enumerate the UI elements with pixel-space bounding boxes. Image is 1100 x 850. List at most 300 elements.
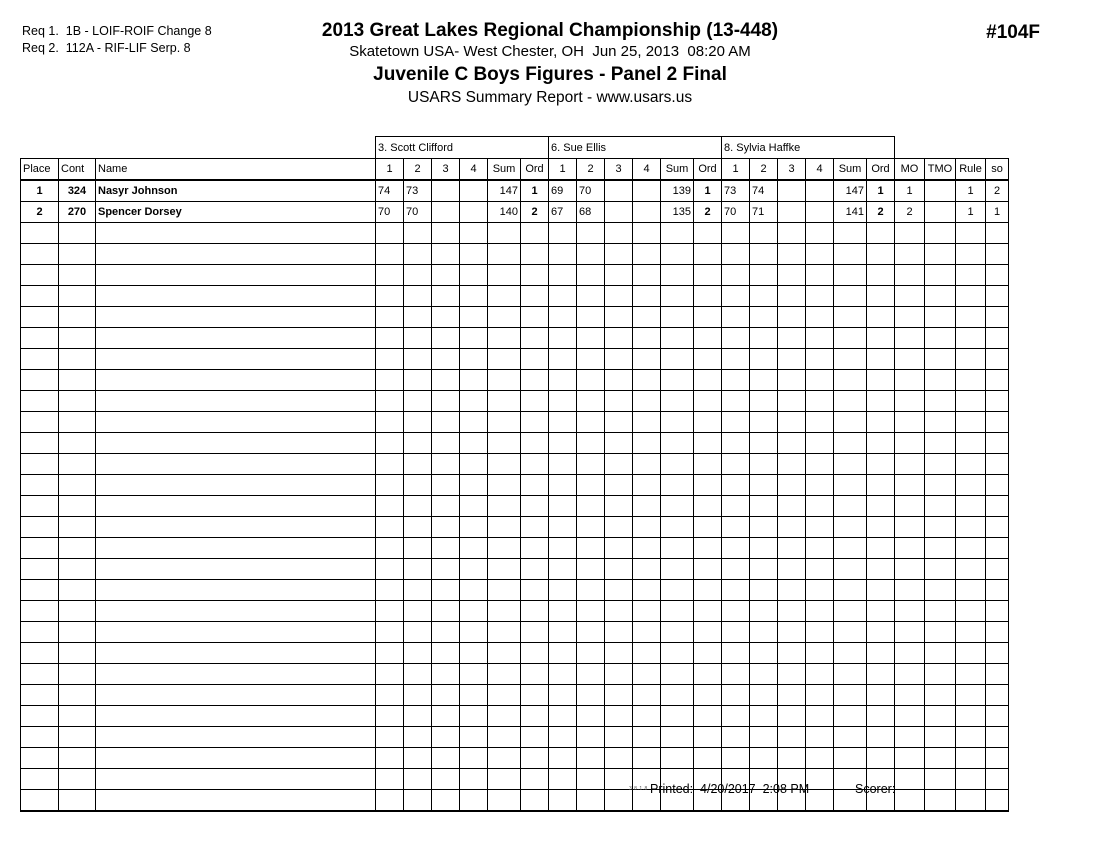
empty-cell <box>925 643 956 664</box>
empty-cell <box>661 601 694 622</box>
empty-cell <box>577 790 605 812</box>
empty-cell <box>605 580 633 601</box>
empty-cell <box>806 370 834 391</box>
empty-row <box>21 685 1009 706</box>
empty-cell <box>806 685 834 706</box>
empty-cell <box>404 223 432 244</box>
score-cell <box>806 180 834 202</box>
empty-cell <box>21 433 59 454</box>
empty-cell <box>778 664 806 685</box>
empty-cell <box>404 664 432 685</box>
empty-cell <box>895 580 925 601</box>
empty-cell <box>432 475 460 496</box>
empty-cell <box>404 307 432 328</box>
empty-cell <box>834 664 867 685</box>
empty-cell <box>834 349 867 370</box>
empty-cell <box>661 454 694 475</box>
header-j1-sum: Sum <box>488 159 521 181</box>
empty-cell <box>986 244 1009 265</box>
empty-cell <box>834 307 867 328</box>
empty-row <box>21 244 1009 265</box>
empty-cell <box>432 580 460 601</box>
table-row <box>21 202 1009 223</box>
empty-row <box>21 538 1009 559</box>
score-cell <box>460 180 488 202</box>
empty-cell <box>521 769 549 790</box>
empty-cell <box>750 685 778 706</box>
empty-cell <box>694 748 722 769</box>
empty-cell <box>778 538 806 559</box>
empty-cell <box>605 391 633 412</box>
header-place: Place <box>21 159 59 181</box>
empty-cell <box>21 769 59 790</box>
empty-row <box>21 286 1009 307</box>
empty-cell <box>21 601 59 622</box>
empty-cell <box>867 265 895 286</box>
empty-cell <box>432 244 460 265</box>
empty-cell <box>694 727 722 748</box>
empty-cell <box>549 286 577 307</box>
empty-cell <box>59 370 96 391</box>
empty-cell <box>806 538 834 559</box>
empty-cell <box>925 244 956 265</box>
empty-cell <box>432 349 460 370</box>
empty-cell <box>96 328 376 349</box>
so-cell: 2 <box>986 180 1009 202</box>
empty-cell <box>694 286 722 307</box>
empty-cell <box>521 454 549 475</box>
empty-cell <box>21 538 59 559</box>
empty-cell <box>376 559 404 580</box>
empty-cell <box>488 580 521 601</box>
header-j2-ord: Ord <box>694 159 722 181</box>
empty-cell <box>895 727 925 748</box>
empty-cell <box>925 727 956 748</box>
empty-cell <box>21 580 59 601</box>
empty-cell <box>404 706 432 727</box>
header-j1-ord: Ord <box>521 159 549 181</box>
empty-cell <box>778 370 806 391</box>
empty-cell <box>806 643 834 664</box>
empty-cell <box>549 391 577 412</box>
mo-cell: 1 <box>895 180 925 202</box>
empty-cell <box>633 748 661 769</box>
empty-cell <box>96 391 376 412</box>
empty-cell <box>956 706 986 727</box>
empty-cell <box>605 412 633 433</box>
empty-cell <box>750 244 778 265</box>
score-cell <box>432 202 460 223</box>
empty-cell <box>21 727 59 748</box>
place-cell: 2 <box>21 202 59 223</box>
empty-cell <box>778 727 806 748</box>
empty-cell <box>521 706 549 727</box>
empty-cell <box>895 454 925 475</box>
scorer-label: Scorer: <box>855 782 896 796</box>
empty-cell <box>605 307 633 328</box>
empty-cell <box>376 496 404 517</box>
empty-cell <box>834 391 867 412</box>
empty-cell <box>521 601 549 622</box>
empty-cell <box>21 223 59 244</box>
empty-cell <box>778 391 806 412</box>
empty-cell <box>956 433 986 454</box>
so-cell: 1 <box>986 202 1009 223</box>
empty-cell <box>404 496 432 517</box>
empty-cell <box>605 286 633 307</box>
empty-cell <box>956 328 986 349</box>
empty-cell <box>956 223 986 244</box>
empty-cell <box>834 223 867 244</box>
cont-cell: 270 <box>59 202 96 223</box>
empty-cell <box>895 685 925 706</box>
empty-cell <box>661 244 694 265</box>
printed-timestamp: Printed: 4/20/2017 2:08 PM <box>650 782 810 796</box>
empty-cell <box>867 244 895 265</box>
empty-cell <box>661 748 694 769</box>
empty-cell <box>806 307 834 328</box>
empty-cell <box>986 601 1009 622</box>
empty-cell <box>432 748 460 769</box>
score-cell: 70 <box>404 202 432 223</box>
empty-cell <box>404 412 432 433</box>
empty-cell <box>21 328 59 349</box>
score-cell: 68 <box>577 202 605 223</box>
empty-cell <box>96 727 376 748</box>
ord-cell: 2 <box>521 202 549 223</box>
empty-cell <box>722 496 750 517</box>
empty-cell <box>549 244 577 265</box>
empty-cell <box>986 685 1009 706</box>
header-j3-1: 1 <box>722 159 750 181</box>
score-cell <box>778 202 806 223</box>
empty-cell <box>404 328 432 349</box>
empty-cell <box>661 706 694 727</box>
empty-cell <box>694 265 722 286</box>
empty-cell <box>986 706 1009 727</box>
empty-cell <box>778 223 806 244</box>
empty-cell <box>661 286 694 307</box>
empty-cell <box>956 349 986 370</box>
empty-cell <box>633 706 661 727</box>
empty-cell <box>956 559 986 580</box>
empty-cell <box>549 349 577 370</box>
empty-cell <box>460 223 488 244</box>
empty-cell <box>432 286 460 307</box>
empty-cell <box>59 580 96 601</box>
empty-cell <box>867 391 895 412</box>
empty-cell <box>577 391 605 412</box>
empty-cell <box>96 475 376 496</box>
empty-cell <box>986 412 1009 433</box>
empty-cell <box>521 622 549 643</box>
empty-cell <box>521 727 549 748</box>
empty-cell <box>404 244 432 265</box>
empty-cell <box>834 580 867 601</box>
empty-cell <box>986 286 1009 307</box>
empty-cell <box>778 580 806 601</box>
empty-cell <box>460 580 488 601</box>
empty-cell <box>549 433 577 454</box>
empty-cell <box>722 223 750 244</box>
sum-cell: 147 <box>834 180 867 202</box>
empty-cell <box>694 559 722 580</box>
empty-cell <box>549 601 577 622</box>
empty-cell <box>806 559 834 580</box>
empty-cell <box>925 601 956 622</box>
header-j2-sum: Sum <box>661 159 694 181</box>
empty-cell <box>549 664 577 685</box>
empty-cell <box>722 559 750 580</box>
empty-cell <box>778 601 806 622</box>
empty-cell <box>59 391 96 412</box>
empty-cell <box>21 475 59 496</box>
ord-cell: 1 <box>521 180 549 202</box>
empty-cell <box>633 559 661 580</box>
empty-cell <box>986 769 1009 790</box>
empty-row <box>21 622 1009 643</box>
score-cell <box>605 180 633 202</box>
empty-cell <box>694 643 722 664</box>
empty-cell <box>834 559 867 580</box>
empty-cell <box>722 349 750 370</box>
table-row <box>21 180 1009 202</box>
empty-cell <box>96 265 376 286</box>
empty-cell <box>806 517 834 538</box>
empty-cell <box>778 349 806 370</box>
empty-cell <box>96 286 376 307</box>
results-table <box>20 136 1009 812</box>
empty-cell <box>59 538 96 559</box>
empty-cell <box>633 580 661 601</box>
empty-cell <box>488 349 521 370</box>
empty-cell <box>460 286 488 307</box>
empty-cell <box>376 370 404 391</box>
empty-cell <box>432 412 460 433</box>
empty-cell <box>96 685 376 706</box>
empty-cell <box>21 748 59 769</box>
empty-cell <box>925 790 956 812</box>
empty-cell <box>376 685 404 706</box>
empty-cell <box>925 433 956 454</box>
empty-cell <box>605 454 633 475</box>
empty-cell <box>895 496 925 517</box>
empty-cell <box>750 727 778 748</box>
empty-cell <box>834 727 867 748</box>
empty-cell <box>806 349 834 370</box>
empty-cell <box>521 538 549 559</box>
empty-cell <box>577 475 605 496</box>
empty-cell <box>806 412 834 433</box>
empty-cell <box>986 496 1009 517</box>
empty-cell <box>834 286 867 307</box>
event-title: Juvenile C Boys Figures - Panel 2 Final <box>373 64 727 85</box>
empty-cell <box>925 517 956 538</box>
requirement-line-2: Req 2. 112A - RIF-LIF Serp. 8 <box>22 41 191 55</box>
header-so: so <box>986 159 1009 181</box>
empty-cell <box>694 706 722 727</box>
empty-cell <box>661 496 694 517</box>
empty-cell <box>986 223 1009 244</box>
empty-cell <box>21 370 59 391</box>
rule-cell: 1 <box>956 180 986 202</box>
empty-cell <box>750 559 778 580</box>
empty-row <box>21 601 1009 622</box>
empty-cell <box>806 496 834 517</box>
empty-cell <box>376 475 404 496</box>
empty-cell <box>605 370 633 391</box>
empty-cell <box>432 328 460 349</box>
empty-cell <box>376 286 404 307</box>
empty-cell <box>521 748 549 769</box>
empty-cell <box>59 244 96 265</box>
empty-cell <box>722 664 750 685</box>
empty-cell <box>59 328 96 349</box>
empty-cell <box>404 790 432 812</box>
header-j1-3: 3 <box>432 159 460 181</box>
empty-cell <box>605 496 633 517</box>
ord-cell: 2 <box>867 202 895 223</box>
empty-cell <box>834 517 867 538</box>
tmo-cell <box>925 180 956 202</box>
empty-cell <box>376 454 404 475</box>
empty-cell <box>488 622 521 643</box>
header-j1-1: 1 <box>376 159 404 181</box>
empty-cell <box>376 664 404 685</box>
empty-cell <box>661 643 694 664</box>
empty-cell <box>488 748 521 769</box>
empty-cell <box>834 748 867 769</box>
empty-cell <box>460 664 488 685</box>
empty-cell <box>834 601 867 622</box>
empty-cell <box>778 328 806 349</box>
empty-cell <box>895 391 925 412</box>
empty-cell <box>750 517 778 538</box>
empty-cell <box>694 601 722 622</box>
empty-cell <box>694 685 722 706</box>
empty-cell <box>488 391 521 412</box>
empty-cell <box>96 244 376 265</box>
empty-cell <box>834 454 867 475</box>
empty-cell <box>549 454 577 475</box>
empty-cell <box>867 559 895 580</box>
empty-cell <box>661 517 694 538</box>
empty-cell <box>661 328 694 349</box>
empty-cell <box>460 601 488 622</box>
empty-cell <box>925 286 956 307</box>
empty-cell <box>404 349 432 370</box>
empty-cell <box>432 727 460 748</box>
empty-cell <box>895 643 925 664</box>
empty-cell <box>488 685 521 706</box>
empty-cell <box>694 370 722 391</box>
empty-row <box>21 307 1009 328</box>
empty-cell <box>633 433 661 454</box>
empty-cell <box>986 265 1009 286</box>
header-j3-sum: Sum <box>834 159 867 181</box>
empty-cell <box>694 433 722 454</box>
empty-cell <box>694 538 722 559</box>
empty-cell <box>376 748 404 769</box>
empty-cell <box>661 265 694 286</box>
empty-cell <box>956 622 986 643</box>
empty-cell <box>96 307 376 328</box>
empty-cell <box>404 517 432 538</box>
empty-cell <box>722 475 750 496</box>
empty-cell <box>96 748 376 769</box>
empty-cell <box>986 307 1009 328</box>
empty-cell <box>956 685 986 706</box>
empty-cell <box>460 769 488 790</box>
empty-cell <box>986 433 1009 454</box>
empty-cell <box>694 328 722 349</box>
empty-cell <box>750 349 778 370</box>
empty-cell <box>488 727 521 748</box>
empty-cell <box>867 454 895 475</box>
empty-cell <box>895 475 925 496</box>
empty-cell <box>432 454 460 475</box>
empty-cell <box>925 580 956 601</box>
empty-cell <box>986 391 1009 412</box>
empty-cell <box>778 433 806 454</box>
score-cell: 70 <box>376 202 404 223</box>
empty-cell <box>956 475 986 496</box>
empty-cell <box>694 664 722 685</box>
empty-cell <box>778 475 806 496</box>
empty-cell <box>605 601 633 622</box>
empty-cell <box>778 622 806 643</box>
empty-cell <box>577 706 605 727</box>
empty-cell <box>806 265 834 286</box>
empty-cell <box>432 370 460 391</box>
empty-cell <box>895 349 925 370</box>
empty-cell <box>404 622 432 643</box>
empty-cell <box>925 454 956 475</box>
empty-cell <box>521 349 549 370</box>
empty-cell <box>867 286 895 307</box>
sum-cell: 141 <box>834 202 867 223</box>
column-header-row <box>21 159 1009 181</box>
empty-cell <box>895 370 925 391</box>
sum-cell: 140 <box>488 202 521 223</box>
score-cell: 71 <box>750 202 778 223</box>
empty-cell <box>605 622 633 643</box>
empty-cell <box>986 517 1009 538</box>
empty-cell <box>750 265 778 286</box>
empty-cell <box>925 412 956 433</box>
empty-cell <box>956 643 986 664</box>
empty-cell <box>460 727 488 748</box>
empty-cell <box>806 769 834 790</box>
empty-cell <box>460 349 488 370</box>
empty-cell <box>895 244 925 265</box>
empty-cell <box>59 706 96 727</box>
score-cell: 74 <box>376 180 404 202</box>
empty-cell <box>895 664 925 685</box>
empty-cell <box>605 244 633 265</box>
empty-cell <box>605 475 633 496</box>
empty-cell <box>376 223 404 244</box>
empty-cell <box>21 286 59 307</box>
empty-cell <box>750 370 778 391</box>
empty-cell <box>956 538 986 559</box>
empty-cell <box>806 244 834 265</box>
empty-cell <box>59 559 96 580</box>
empty-cell <box>895 790 925 812</box>
empty-cell <box>778 412 806 433</box>
place-cell: 1 <box>21 180 59 202</box>
empty-cell <box>661 370 694 391</box>
